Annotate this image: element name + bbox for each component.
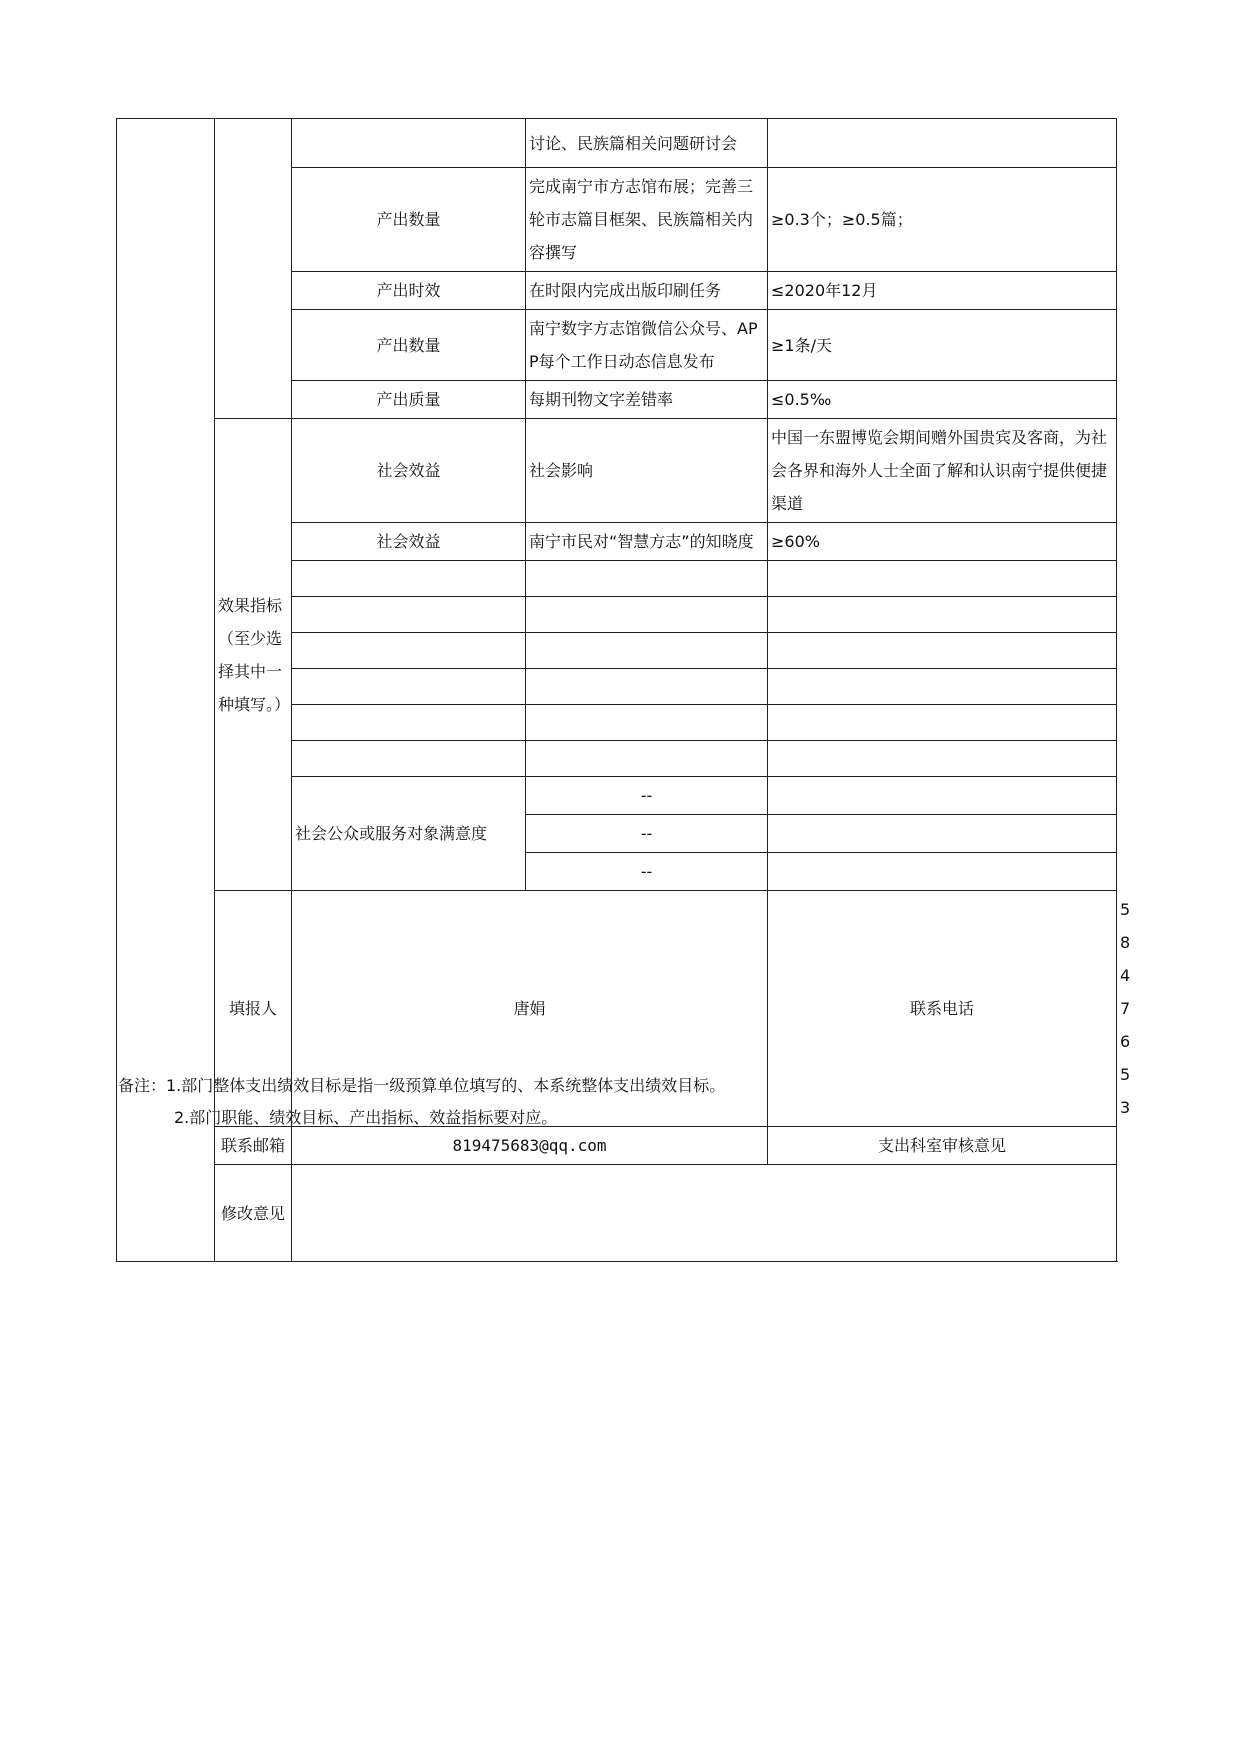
satisfaction-indicator: -- bbox=[526, 853, 768, 891]
phone-label: 联系电话 bbox=[768, 891, 1117, 1127]
content-cell: 讨论、民族篇相关问题研讨会 bbox=[526, 119, 768, 168]
table-row bbox=[117, 119, 1117, 168]
modify-value bbox=[292, 1165, 1117, 1262]
indicator-cell: 社会效益 bbox=[292, 523, 526, 561]
indicator-cell: 产出质量 bbox=[292, 381, 526, 419]
satisfaction-indicator: -- bbox=[526, 815, 768, 853]
content-cell: 完成南宁市方志馆布展；完善三轮市志篇目框架、民族篇相关内容撰写 bbox=[526, 168, 768, 272]
value-cell: ≥60% bbox=[768, 523, 1117, 561]
value-cell: ≤2020年12月 bbox=[768, 272, 1117, 310]
email-label: 联系邮箱 bbox=[215, 1127, 292, 1165]
empty-cell bbox=[768, 853, 1117, 891]
filler-label: 填报人 bbox=[215, 891, 292, 1127]
empty-cell bbox=[768, 633, 1117, 669]
content-cell: 在时限内完成出版印刷任务 bbox=[526, 272, 768, 310]
empty-cell bbox=[526, 669, 768, 705]
table-row: 填报人 唐娟 联系电话 5847653 bbox=[117, 891, 1117, 1127]
empty-cell bbox=[292, 597, 526, 633]
empty-cell bbox=[768, 777, 1117, 815]
value-cell: 中国一东盟博览会期间赠外国贵宾及客商，为社会各界和海外人士全面了解和认识南宁提供便捷渠道 bbox=[768, 419, 1117, 523]
empty-cell bbox=[768, 597, 1117, 633]
email-value: 819475683@qq.com bbox=[292, 1127, 768, 1165]
empty-cell bbox=[526, 633, 768, 669]
content-cell: 社会影响 bbox=[526, 419, 768, 523]
indicator-cell: 产出数量 bbox=[292, 168, 526, 272]
review-label: 支出科室审核意见 bbox=[768, 1127, 1117, 1165]
content-cell: 南宁市民对“智慧方志”的知晓度 bbox=[526, 523, 768, 561]
value-cell: ≥1条/天 bbox=[768, 310, 1117, 381]
content-cell: 南宁数字方志馆微信公众号、APP每个工作日动态信息发布 bbox=[526, 310, 768, 381]
value-cell: ≥0.3个；≥0.5篇； bbox=[768, 168, 1117, 272]
indicator-cell: 产出数量 bbox=[292, 310, 526, 381]
satisfaction-label: 社会公众或服务对象满意度 bbox=[292, 777, 526, 891]
empty-cell bbox=[292, 741, 526, 777]
empty-cell bbox=[292, 705, 526, 741]
empty-cell bbox=[526, 741, 768, 777]
empty-cell bbox=[768, 705, 1117, 741]
empty-cell bbox=[292, 561, 526, 597]
table-row bbox=[117, 419, 1117, 523]
modify-label: 修改意见 bbox=[215, 1165, 292, 1262]
empty-cell bbox=[768, 741, 1117, 777]
indicator-cell bbox=[292, 119, 526, 168]
filler-value: 唐娟 bbox=[292, 891, 768, 1127]
table-row bbox=[117, 1165, 1117, 1262]
empty-cell bbox=[768, 561, 1117, 597]
value-cell: ≤0.5‰ bbox=[768, 381, 1117, 419]
indicator-cell: 社会效益 bbox=[292, 419, 526, 523]
indicator-cell: 产出时效 bbox=[292, 272, 526, 310]
empty-cell bbox=[768, 669, 1117, 705]
empty-cell bbox=[526, 597, 768, 633]
output-indicator-cell bbox=[215, 119, 292, 419]
empty-cell bbox=[526, 705, 768, 741]
empty-cell bbox=[292, 633, 526, 669]
effect-indicator-label: 效果指标（至少选择其中一种填写。） bbox=[215, 419, 292, 891]
empty-cell bbox=[526, 561, 768, 597]
empty-cell bbox=[768, 815, 1117, 853]
note-line-2: 2.部门职能、绩效目标、产出指标、效益指标要对应。 bbox=[174, 1108, 558, 1127]
empty-cell bbox=[292, 669, 526, 705]
satisfaction-indicator: -- bbox=[526, 777, 768, 815]
notes bbox=[118, 1070, 725, 1134]
value-cell bbox=[768, 119, 1117, 168]
content-cell: 每期刊物文字差错率 bbox=[526, 381, 768, 419]
note-line-1: 备注：1.部门整体支出绩效目标是指一级预算单位填写的、本系统整体支出绩效目标。 bbox=[118, 1076, 726, 1095]
